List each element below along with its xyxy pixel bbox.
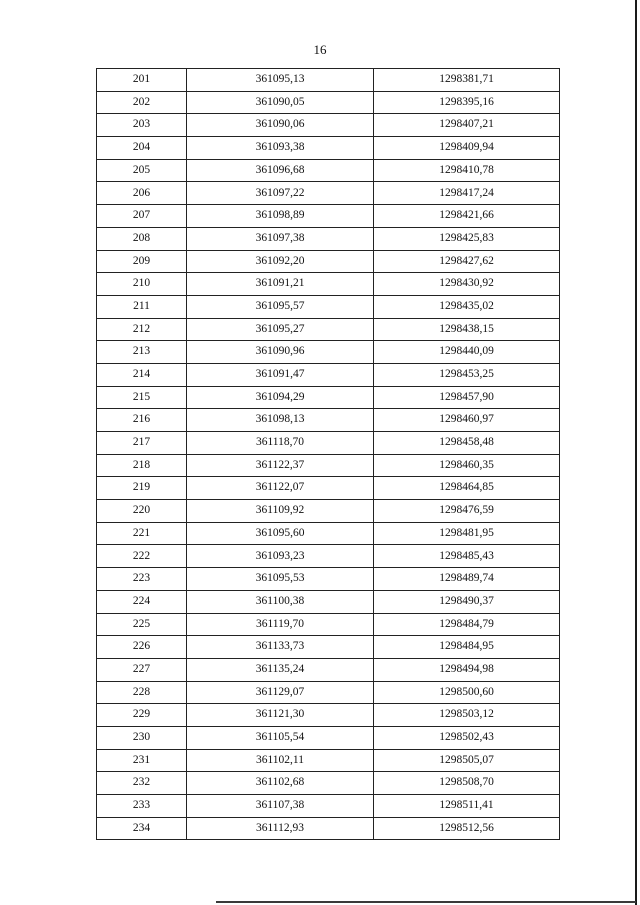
point-number-cell: 216 <box>97 409 187 432</box>
y-coordinate-cell: 1298453,25 <box>374 363 560 386</box>
x-coordinate-cell: 361095,57 <box>187 295 374 318</box>
x-coordinate-cell: 361129,07 <box>187 681 374 704</box>
point-number-cell: 218 <box>97 454 187 477</box>
point-number-cell: 227 <box>97 658 187 681</box>
y-coordinate-cell: 1298430,92 <box>374 273 560 296</box>
y-coordinate-cell: 1298381,71 <box>374 69 560 92</box>
point-number-cell: 233 <box>97 795 187 818</box>
x-coordinate-cell: 361095,13 <box>187 69 374 92</box>
point-number-cell: 211 <box>97 295 187 318</box>
point-number-cell: 230 <box>97 726 187 749</box>
y-coordinate-cell: 1298505,07 <box>374 749 560 772</box>
x-coordinate-cell: 361133,73 <box>187 636 374 659</box>
y-coordinate-cell: 1298410,78 <box>374 159 560 182</box>
y-coordinate-cell: 1298485,43 <box>374 545 560 568</box>
point-number-cell: 223 <box>97 568 187 591</box>
y-coordinate-cell: 1298425,83 <box>374 227 560 250</box>
y-coordinate-cell: 1298508,70 <box>374 772 560 795</box>
x-coordinate-cell: 361102,11 <box>187 749 374 772</box>
y-coordinate-cell: 1298421,66 <box>374 205 560 228</box>
y-coordinate-cell: 1298484,79 <box>374 613 560 636</box>
y-coordinate-cell: 1298503,12 <box>374 704 560 727</box>
y-coordinate-cell: 1298489,74 <box>374 568 560 591</box>
point-number-cell: 215 <box>97 386 187 409</box>
x-coordinate-cell: 361093,23 <box>187 545 374 568</box>
table-row <box>97 500 560 523</box>
x-coordinate-cell: 361092,20 <box>187 250 374 273</box>
x-coordinate-cell: 361122,37 <box>187 454 374 477</box>
x-coordinate-cell: 361121,30 <box>187 704 374 727</box>
point-number-cell: 201 <box>97 69 187 92</box>
point-number-cell: 212 <box>97 318 187 341</box>
table-row <box>97 205 560 228</box>
x-coordinate-cell: 361091,47 <box>187 363 374 386</box>
point-number-cell: 208 <box>97 227 187 250</box>
y-coordinate-cell: 1298395,16 <box>374 91 560 114</box>
table-row <box>97 363 560 386</box>
x-coordinate-cell: 361095,53 <box>187 568 374 591</box>
point-number-cell: 205 <box>97 159 187 182</box>
y-coordinate-cell: 1298438,15 <box>374 318 560 341</box>
table-row <box>97 273 560 296</box>
y-coordinate-cell: 1298494,98 <box>374 658 560 681</box>
x-coordinate-cell: 361112,93 <box>187 817 374 840</box>
point-number-cell: 209 <box>97 250 187 273</box>
point-number-cell: 228 <box>97 681 187 704</box>
x-coordinate-cell: 361090,06 <box>187 114 374 137</box>
table-row <box>97 749 560 772</box>
x-coordinate-cell: 361090,05 <box>187 91 374 114</box>
point-number-cell: 221 <box>97 522 187 545</box>
x-coordinate-cell: 361135,24 <box>187 658 374 681</box>
x-coordinate-cell: 361097,22 <box>187 182 374 205</box>
y-coordinate-cell: 1298500,60 <box>374 681 560 704</box>
x-coordinate-cell: 361095,27 <box>187 318 374 341</box>
point-number-cell: 229 <box>97 704 187 727</box>
table-row <box>97 409 560 432</box>
point-number-cell: 234 <box>97 817 187 840</box>
table-row <box>97 681 560 704</box>
table-row <box>97 522 560 545</box>
y-coordinate-cell: 1298407,21 <box>374 114 560 137</box>
x-coordinate-cell: 361107,38 <box>187 795 374 818</box>
table-row <box>97 386 560 409</box>
x-coordinate-cell: 361093,38 <box>187 137 374 160</box>
table-row <box>97 590 560 613</box>
y-coordinate-cell: 1298457,90 <box>374 386 560 409</box>
x-coordinate-cell: 361091,21 <box>187 273 374 296</box>
table-row <box>97 658 560 681</box>
table-row <box>97 114 560 137</box>
x-coordinate-cell: 361090,96 <box>187 341 374 364</box>
page-number: 16 <box>313 42 327 57</box>
table-row <box>97 726 560 749</box>
point-number-cell: 232 <box>97 772 187 795</box>
coordinates-table-body <box>97 69 560 840</box>
table-row <box>97 159 560 182</box>
x-coordinate-cell: 361098,13 <box>187 409 374 432</box>
x-coordinate-cell: 361122,07 <box>187 477 374 500</box>
y-coordinate-cell: 1298481,95 <box>374 522 560 545</box>
x-coordinate-cell: 361102,68 <box>187 772 374 795</box>
y-coordinate-cell: 1298440,09 <box>374 341 560 364</box>
point-number-cell: 213 <box>97 341 187 364</box>
scan-edge-bottom <box>216 901 636 903</box>
table-row <box>97 613 560 636</box>
table-row <box>97 182 560 205</box>
table-row <box>97 227 560 250</box>
y-coordinate-cell: 1298484,95 <box>374 636 560 659</box>
y-coordinate-cell: 1298511,41 <box>374 795 560 818</box>
table-row <box>97 69 560 92</box>
y-coordinate-cell: 1298409,94 <box>374 137 560 160</box>
y-coordinate-cell: 1298476,59 <box>374 500 560 523</box>
y-coordinate-cell: 1298417,24 <box>374 182 560 205</box>
table-row <box>97 454 560 477</box>
x-coordinate-cell: 361094,29 <box>187 386 374 409</box>
x-coordinate-cell: 361100,38 <box>187 590 374 613</box>
y-coordinate-cell: 1298502,43 <box>374 726 560 749</box>
table-row <box>97 795 560 818</box>
table-row <box>97 568 560 591</box>
point-number-cell: 224 <box>97 590 187 613</box>
x-coordinate-cell: 361119,70 <box>187 613 374 636</box>
table-row <box>97 636 560 659</box>
x-coordinate-cell: 361098,89 <box>187 205 374 228</box>
x-coordinate-cell: 361105,54 <box>187 726 374 749</box>
y-coordinate-cell: 1298464,85 <box>374 477 560 500</box>
table-row <box>97 545 560 568</box>
table-row <box>97 91 560 114</box>
x-coordinate-cell: 361097,38 <box>187 227 374 250</box>
table-row <box>97 817 560 840</box>
y-coordinate-cell: 1298435,02 <box>374 295 560 318</box>
y-coordinate-cell: 1298460,97 <box>374 409 560 432</box>
y-coordinate-cell: 1298460,35 <box>374 454 560 477</box>
point-number-cell: 222 <box>97 545 187 568</box>
point-number-cell: 204 <box>97 137 187 160</box>
point-number-cell: 231 <box>97 749 187 772</box>
table-row <box>97 318 560 341</box>
table-row <box>97 137 560 160</box>
x-coordinate-cell: 361095,60 <box>187 522 374 545</box>
table-row <box>97 295 560 318</box>
x-coordinate-cell: 361096,68 <box>187 159 374 182</box>
y-coordinate-cell: 1298512,56 <box>374 817 560 840</box>
point-number-cell: 217 <box>97 432 187 455</box>
point-number-cell: 207 <box>97 205 187 228</box>
point-number-cell: 206 <box>97 182 187 205</box>
y-coordinate-cell: 1298490,37 <box>374 590 560 613</box>
y-coordinate-cell: 1298458,48 <box>374 432 560 455</box>
point-number-cell: 220 <box>97 500 187 523</box>
point-number-cell: 203 <box>97 114 187 137</box>
y-coordinate-cell: 1298427,62 <box>374 250 560 273</box>
point-number-cell: 225 <box>97 613 187 636</box>
table-row <box>97 432 560 455</box>
table-row <box>97 477 560 500</box>
table-row <box>97 341 560 364</box>
scan-edge-right <box>635 0 637 905</box>
point-number-cell: 219 <box>97 477 187 500</box>
x-coordinate-cell: 361118,70 <box>187 432 374 455</box>
point-number-cell: 226 <box>97 636 187 659</box>
point-number-cell: 202 <box>97 91 187 114</box>
coordinates-table <box>96 68 560 840</box>
table-row <box>97 772 560 795</box>
table-row <box>97 250 560 273</box>
point-number-cell: 210 <box>97 273 187 296</box>
point-number-cell: 214 <box>97 363 187 386</box>
table-row <box>97 704 560 727</box>
x-coordinate-cell: 361109,92 <box>187 500 374 523</box>
